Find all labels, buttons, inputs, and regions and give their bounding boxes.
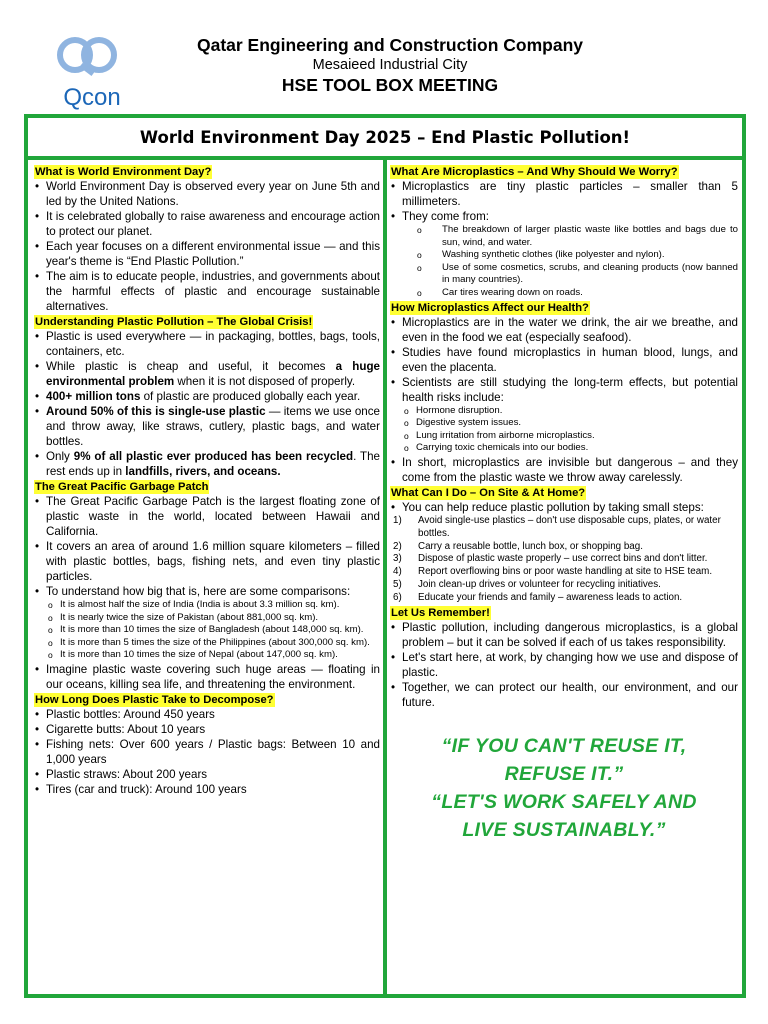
- step-item: 2) Carry a reusable bottle, lunch box, or shopping bag.: [393, 540, 643, 552]
- list-item: • Plastic bottles: Around 450 years: [34, 707, 380, 722]
- health-list-end: [390, 455, 738, 485]
- logo-text: Qcon: [63, 84, 121, 110]
- microplastics-list: [390, 179, 738, 224]
- list-item: • Microplastics are in the water we drink, the air we breathe, and even in the food we eat (especially seafood).: [390, 315, 738, 345]
- slogan-line: REFUSE IT.”: [504, 762, 624, 785]
- list-item: • Plastic is used everywhere — in packaging, bottles, bags, tools, containers, etc.: [34, 329, 380, 359]
- slogan: [390, 732, 738, 844]
- garbage-patch-list: [34, 494, 380, 599]
- list-item: • Only 9% of all plastic ever produced has been recycled. The rest ends up in landfills, rivers, and oceans.: [34, 449, 380, 479]
- section-heading-garbage-patch: The Great Pacific Garbage Patch: [35, 481, 209, 493]
- slogan-line: “IF YOU CAN'T REUSE IT,: [441, 734, 687, 757]
- risks-list: [402, 405, 738, 455]
- list-item: • Imagine plastic waste covering such huge areas — floating in our oceans, killing sea life, and threatening the environment.: [34, 662, 380, 692]
- list-item: • Plastic straws: About 200 years: [34, 767, 380, 782]
- slogan-line: LIVE SUSTAINABLY.”: [462, 818, 666, 841]
- list-item: • Studies have found microplastics in human blood, lungs, and even the placenta.: [390, 345, 738, 375]
- risk-item: o Lung irritation from airborne microplastics.: [402, 430, 738, 443]
- comparison-item: o It is more than 10 times the size of Nepal (about 147,000 sq. km).: [46, 649, 380, 662]
- remember-list: [390, 620, 738, 710]
- list-item: • Tires (car and truck): Around 100 years: [34, 782, 380, 797]
- list-item: • Scientists are still studying the long-term effects, but potential health risks include:: [390, 375, 738, 405]
- source-item: o Car tires wearing down on roads.: [414, 287, 738, 300]
- list-item: • 400+ million tons of plastic are produced globally each year.: [34, 389, 380, 404]
- comparison-item: o It is nearly twice the size of Pakistan (about 881,000 sq. km).: [46, 612, 380, 625]
- list-item: • Around 50% of this is single-use plastic — items we use once and throw away, like straws, cutlery, plastic bags, and water bottles.: [34, 404, 380, 449]
- meeting-title: HSE TOOL BOX MEETING: [281, 75, 499, 95]
- comparison-item: o It is more than 5 times the size of the Philippines (about 300,000 sq. km).: [46, 637, 380, 650]
- slogan-line: “LET'S WORK SAFELY AND: [431, 790, 697, 813]
- risk-item: o Carrying toxic chemicals into our bodies.: [402, 442, 738, 455]
- list-item: • It covers an area of around 1.6 million square kilometers – filled with plastic bottles, bags, fishing nets, and even tiny plastic particles.: [34, 539, 380, 584]
- source-item: o The breakdown of larger plastic waste like bottles and bags due to sun, wind, and water.: [414, 224, 738, 249]
- list-item: • Cigarette butts: About 10 years: [34, 722, 380, 737]
- qcon-logo: [44, 34, 140, 110]
- garbage-patch-list-end: [34, 662, 380, 692]
- list-item: • They come from:: [390, 209, 738, 224]
- list-item: • Together, we can protect our health, our environment, and our future.: [390, 680, 738, 710]
- actions-list: [390, 500, 738, 515]
- list-item: • The Great Pacific Garbage Patch is the largest floating zone of plastic waste in the world, located between Hawaii and California.: [34, 494, 380, 539]
- section-heading-health: How Microplastics Affect our Health?: [391, 301, 589, 314]
- comparison-list: [46, 599, 380, 662]
- health-list: [390, 315, 738, 405]
- header: [0, 0, 768, 112]
- comparison-item: o It is more than 10 times the size of Bangladesh (about 148,000 sq. km).: [46, 624, 380, 637]
- list-item: • The aim is to educate people, industries, and governments about the harmful effects of plastic and encourage sustainable alternatives.: [34, 269, 380, 314]
- left-column: [34, 164, 380, 994]
- section-heading-what-can-i-do: What Can I Do – On Site & At Home?: [391, 486, 586, 499]
- source-item: o Use of some cosmetics, scrubs, and cleaning products (now banned in many countries).: [414, 262, 738, 287]
- list-item: • Fishing nets: Over 600 years / Plastic bags: Between 10 and 1,000 years: [34, 737, 380, 767]
- list-item: • To understand how big that is, here are some comparisons:: [34, 584, 380, 599]
- step-item: 3) Dispose of plastic waste properly – use correct bins and don't litter.: [393, 553, 708, 565]
- sources-list: [414, 224, 738, 300]
- source-item: o Washing synthetic clothes (like polyester and nylon).: [414, 249, 738, 262]
- section-heading-remember: Let Us Remember!: [391, 606, 490, 619]
- step-item: 4) Report overflowing bins or poor waste handling at site to HSE team.: [393, 566, 713, 578]
- list-item: • While plastic is cheap and useful, it becomes a huge environmental problem when it is not disposed of properly.: [34, 359, 380, 389]
- section-heading-decompose: How Long Does Plastic Take to Decompose?: [35, 693, 274, 706]
- list-item: • Let's start here, at work, by changing how we use and dispose of plastic.: [390, 650, 738, 680]
- company-city: Mesaieed Industrial City: [312, 57, 468, 73]
- section-heading-microplastics: What Are Microplastics – And Why Should We Worry?: [391, 166, 678, 178]
- step-item: 5) Join clean-up drives or volunteer for recycling initiatives.: [393, 578, 661, 590]
- list-item: • World Environment Day is observed every year on June 5th and led by the United Nations.: [34, 179, 380, 209]
- list-item: • Microplastics are tiny plastic particles – smaller than 5 millimeters.: [390, 179, 738, 209]
- list-item: • It is celebrated globally to raise awareness and encourage action to protect our planet.: [34, 209, 380, 239]
- content-frame: [24, 114, 746, 998]
- list-item: • In short, microplastics are invisible but dangerous – and they come from the plastic waste we throw away carelessly.: [390, 455, 738, 485]
- risk-item: o Hormone disruption.: [402, 405, 738, 418]
- risk-item: o Digestive system issues.: [402, 417, 738, 430]
- company-block: [150, 34, 630, 96]
- right-column: [390, 164, 738, 994]
- section-heading-what-is-wed: What is World Environment Day?: [35, 166, 212, 178]
- step-item: 1) Avoid single-use plastics – don't use disposable cups, plates, or water bottles.: [393, 514, 721, 539]
- list-item: • You can help reduce plastic pollution by taking small steps:: [390, 500, 738, 515]
- crisis-list: [34, 329, 380, 479]
- section-heading-plastic-crisis: Understanding Plastic Pollution – The Global Crisis!: [35, 316, 313, 328]
- decompose-list: [34, 707, 380, 797]
- step-item: 6) Educate your friends and family – awareness leads to action.: [393, 591, 683, 603]
- list-item: • Plastic pollution, including dangerous microplastics, is a global problem – but it can be solved if each of us takes responsibility.: [390, 620, 738, 650]
- column-divider: [383, 160, 387, 994]
- steps-list: [390, 515, 738, 605]
- page-title: World Environment Day 2025 – End Plastic Pollution!: [28, 118, 742, 160]
- list-item: • Each year focuses on a different environmental issue — and this year's theme is “End Plastic Pollution.”: [34, 239, 380, 269]
- wed-list: [34, 179, 380, 314]
- comparison-item: o It is almost half the size of India (India is about 3.3 million sq. km).: [46, 599, 380, 612]
- company-name: Qatar Engineering and Construction Company: [196, 35, 583, 55]
